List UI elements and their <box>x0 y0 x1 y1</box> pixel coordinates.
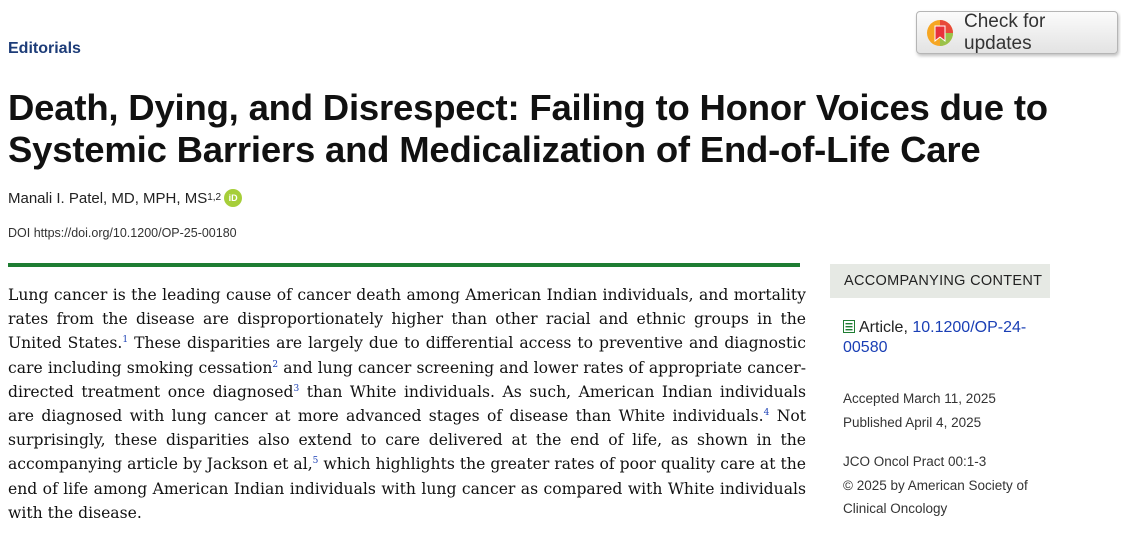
check-for-updates-button[interactable] <box>916 11 1118 54</box>
section-label[interactable]: Editorials <box>8 40 81 57</box>
reference-link[interactable]: 1 <box>122 335 129 346</box>
publication-dates <box>843 387 996 434</box>
body-sentence: Lung cancer is the leading cause of cancer death among American Indian individuals, and mortality rates from the disease are disproportionately higher than other racial and ethnic groups in the United States. <box>8 286 806 353</box>
author-line <box>8 189 242 207</box>
accompanying-article-link[interactable]: 10.1200/OP-24-00580 <box>843 319 1027 356</box>
reference-link[interactable]: 4 <box>763 407 770 418</box>
citation-info <box>843 450 1043 521</box>
reference-link[interactable]: 5 <box>312 456 319 467</box>
document-icon <box>843 319 855 338</box>
doi[interactable]: DOI https://doi.org/10.1200/OP-25-00180 <box>8 226 237 240</box>
article-body <box>8 283 806 525</box>
accepted-date: Accepted March 11, 2025 <box>843 391 996 406</box>
check-for-updates-label: Check for updates <box>964 10 1046 54</box>
body-sentence: than White individuals. As such, American Indian individuals are diagnosed with lung cancer at more advanced stages of disease than White individuals. <box>8 382 806 426</box>
accent-divider <box>8 263 800 267</box>
orcid-icon[interactable]: iD <box>224 189 242 207</box>
body-sentence: and lung cancer screening and lower rates of appropriate cancer-directed treatment once diagnosed <box>8 358 806 401</box>
accompanying-content-header: ACCOMPANYING CONTENT <box>830 264 1050 298</box>
bookmark-badge-icon <box>925 18 955 48</box>
author-affiliations[interactable]: 1,2 <box>207 191 222 203</box>
body-sentence: Not surprisingly, these disparities also extend to care delivered at the end of life, as shown in the accompanying article by Jackson et al, <box>8 407 806 474</box>
article-title: Death, Dying, and Disrespect: Failing to Honor Voices due to Systemic Barriers and Medicalization of End-of-Life Care <box>8 87 1048 170</box>
reference-link[interactable]: 2 <box>272 359 279 370</box>
accompanying-article-type: Article, <box>859 319 908 336</box>
journal-citation: JCO Oncol Pract 00:1-3 <box>843 454 987 469</box>
body-sentence: which highlights the greater rates of poor quality care at the end of life among American Indian individuals with lung cancer as compared with White individuals with the disease. <box>8 455 806 522</box>
body-sentence: These disparities are largely due to differential access to preventive and diagnostic care including smoking cessation <box>8 334 806 377</box>
published-date: Published April 4, 2025 <box>843 414 982 430</box>
accompanying-article <box>843 318 1058 357</box>
author-name[interactable]: Manali I. Patel, MD, MPH, MS <box>8 189 208 207</box>
copyright: © 2025 by American Society of Clinical Oncology <box>843 477 1028 516</box>
reference-link[interactable]: 3 <box>293 383 300 394</box>
